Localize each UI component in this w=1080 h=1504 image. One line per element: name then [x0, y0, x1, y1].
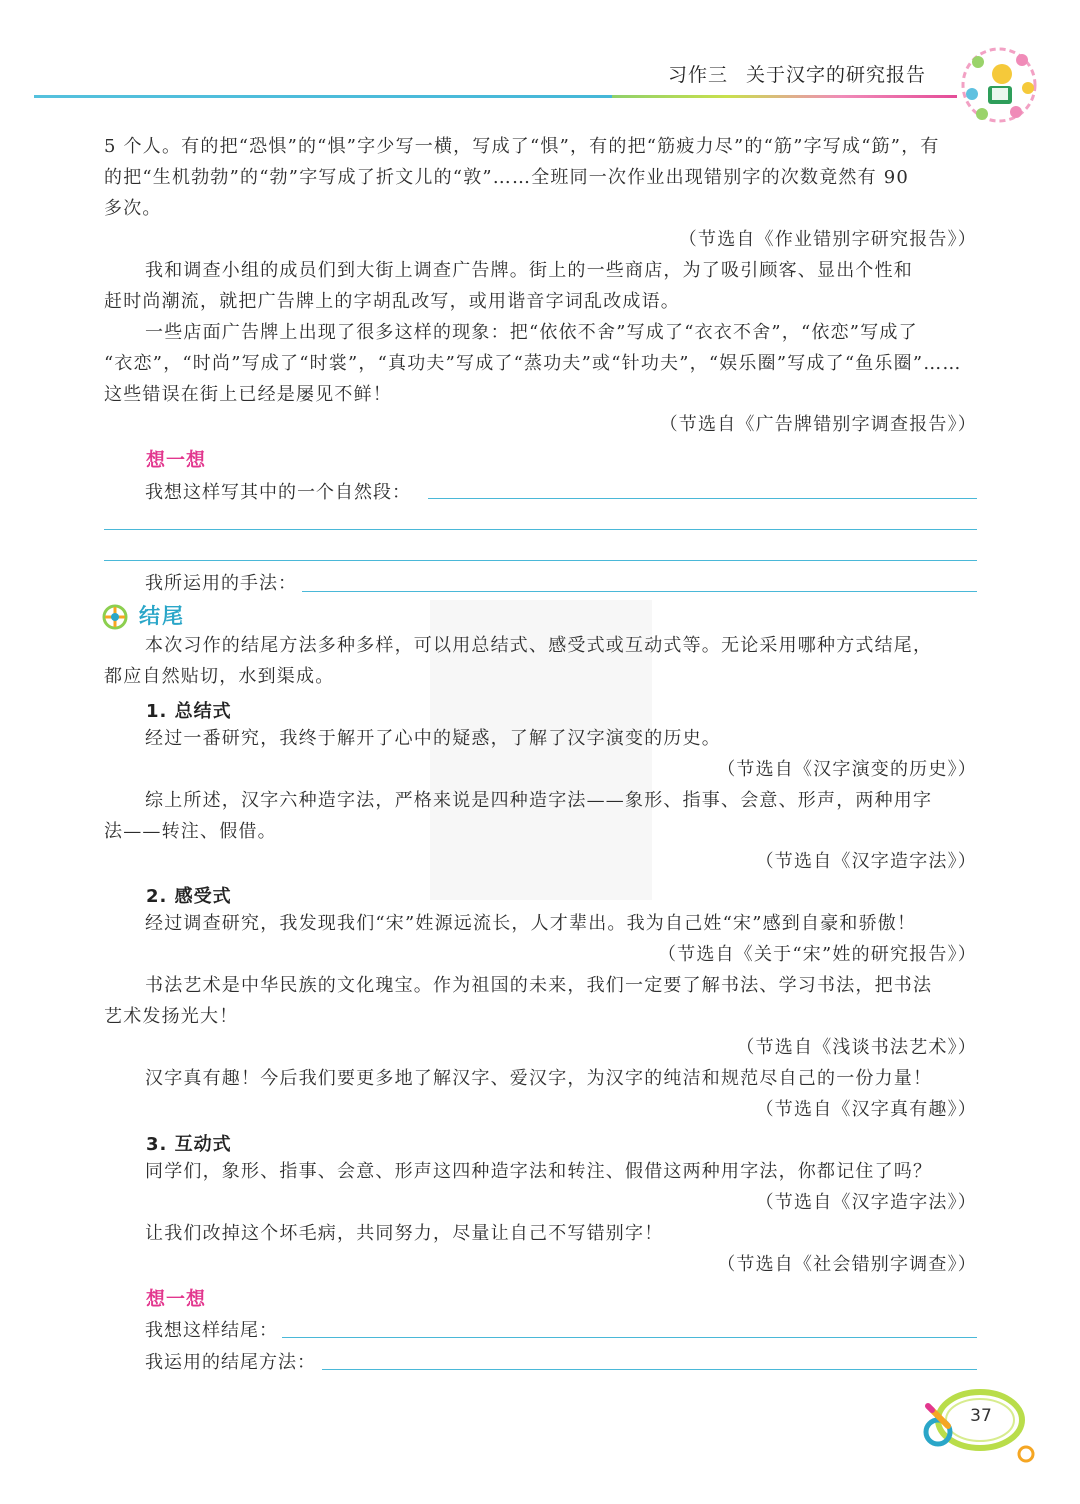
running-header: [668, 60, 953, 90]
source-citation: （节选自《广告牌错别字调查报告》）: [659, 414, 977, 435]
ad-para1-line-1: 我和调查小组的成员们到大街上调查广告牌。街上的一些商店，为了吸引顾客、显出个性和: [145, 260, 913, 281]
think-heading: 想一想: [146, 449, 207, 471]
ending-prompt-label: 我想这样结尾：: [145, 1320, 278, 1341]
summary-example-2-line-2: 法——转注、假借。: [104, 821, 277, 842]
page-number: 37: [970, 1406, 992, 1426]
paragraph-answer-line-1[interactable]: [428, 498, 977, 499]
page-badge-pencil-icon: [918, 1382, 1038, 1472]
think-heading: 想一想: [146, 1288, 207, 1310]
intro-line-1: 5 个人。有的把“恐惧”的“惧”字少写一横，写成了“惧”，有的把“筋疲力尽”的“筋”字写成“筯”，有: [104, 136, 940, 157]
summary-example-1: 经过一番研究，我终于解开了心中的疑惑，了解了汉字演变的历史。: [145, 728, 721, 749]
ending-method-answer-line[interactable]: [322, 1369, 977, 1370]
method-prompt-label: 我所运用的手法：: [145, 573, 297, 594]
interactive-example-1: 同学们，象形、指事、会意、形声这四种造字法和转注、假借这两种用字法，你都记住了吗？: [145, 1161, 933, 1182]
subheading-summary: 1. 总结式: [146, 701, 232, 722]
feeling-example-2-line-1: 书法艺术是中华民族的文化瑰宝。作为祖国的未来，我们一定要了解书法、学习书法，把书法: [145, 975, 933, 996]
section-bullet-icon: [102, 604, 128, 630]
subheading-interactive: 3. 互动式: [146, 1134, 232, 1155]
section-title: 结尾: [139, 604, 185, 628]
paragraph-prompt-label: 我想这样写其中的一个自然段：: [145, 482, 411, 503]
ad-para2-line-3: 这些错误在街上已经是屡见不鲜！: [104, 384, 392, 405]
paragraph-answer-line-3[interactable]: [104, 560, 977, 561]
source-citation: （节选自《汉字真有趣》）: [755, 1099, 977, 1120]
ending-method-prompt-label: 我运用的结尾方法：: [145, 1352, 316, 1373]
unit-label: 习作三: [668, 64, 729, 86]
source-citation: （节选自《关于“宋”姓的研究报告》）: [657, 944, 977, 965]
subheading-feeling: 2. 感受式: [146, 886, 232, 907]
source-citation: （节选自《汉字造字法》）: [755, 1192, 977, 1213]
paragraph-answer-line-2[interactable]: [104, 529, 977, 530]
header-rule-blue: [34, 95, 612, 98]
summary-example-2-line-1: 综上所述，汉字六种造字法，严格来说是四种造字法——象形、指事、会意、形声，两种用字: [145, 790, 933, 811]
source-citation: （节选自《浅谈书法艺术》）: [736, 1037, 977, 1058]
ending-intro-line-2: 都应自然贴切，水到渠成。: [104, 666, 335, 687]
source-citation: （节选自《汉字演变的历史》）: [717, 759, 977, 780]
feeling-example-2-line-2: 艺术发扬光大！: [104, 1006, 239, 1027]
ad-para2-line-2: “衣恋”，“时尚”写成了“时裳”，“真功夫”写成了“蒸功夫”或“针功夫”，“娱乐圈”写成了“鱼乐圈”……: [104, 353, 962, 374]
ad-para1-line-2: 赶时尚潮流，就把广告牌上的字胡乱改写，或用谐音字词乱改成语。: [104, 291, 680, 312]
header-rule-gradient: [612, 95, 957, 98]
intro-line-2: 的把“生机勃勃”的“勃”字写成了折文儿的“敦”……全班同一次作业出现错别字的次数竟然有 90: [104, 167, 910, 188]
source-citation: （节选自《汉字造字法》）: [755, 851, 977, 872]
method-answer-line[interactable]: [302, 591, 977, 592]
intro-line-3: 多次。: [104, 198, 162, 219]
source-citation: （节选自《作业错别字研究报告》）: [678, 229, 977, 250]
source-citation: （节选自《社会错别字调查》）: [717, 1254, 977, 1275]
feeling-example-1: 经过调查研究，我发现我们“宋”姓源远流长，人才辈出。我为自己姓“宋”感到自豪和骄傲！: [145, 913, 917, 934]
ad-para2-line-1: 一些店面广告牌上出现了很多这样的现象：把“依依不舍”写成了“衣衣不舍”，“依恋”写成了: [145, 322, 918, 343]
chapter-title: 关于汉字的研究报告: [746, 64, 927, 86]
ending-intro-line-1: 本次习作的结尾方法多种多样，可以用总结式、感受式或互动式等。无论采用哪种方式结尾，: [145, 635, 933, 656]
feeling-example-3: 汉字真有趣！今后我们要更多地了解汉字、爱汉字，为汉字的纯洁和规范尽自己的一份力量！: [145, 1068, 933, 1089]
interactive-example-2: 让我们改掉这个坏毛病，共同努力，尽量让自己不写错别字！: [145, 1223, 664, 1244]
reading-kid-logo-icon: [958, 44, 1040, 126]
ending-answer-line[interactable]: [282, 1337, 977, 1338]
